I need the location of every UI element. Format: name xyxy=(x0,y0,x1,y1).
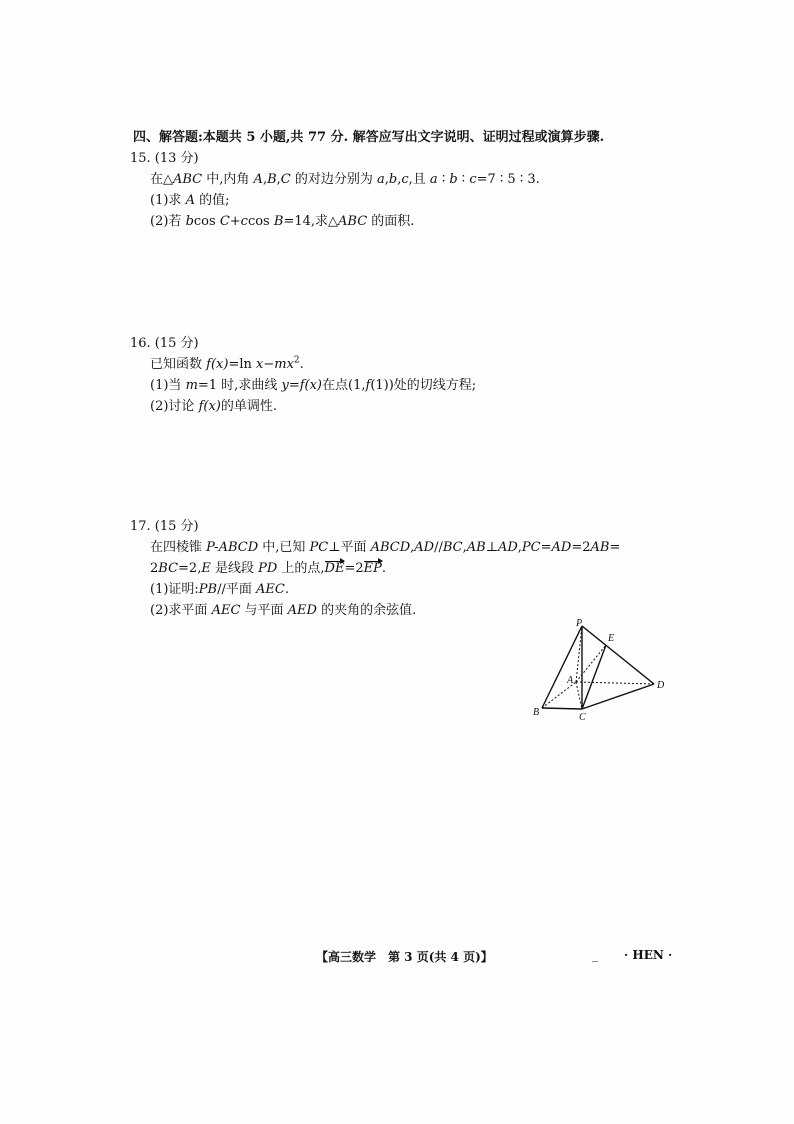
edge-ac xyxy=(576,682,582,709)
math: f xyxy=(206,357,211,372)
vector-de: DE xyxy=(324,561,345,576)
text: , xyxy=(397,172,402,187)
label-d: D xyxy=(657,680,665,691)
label-c: C xyxy=(579,712,586,723)
q17-line2 xyxy=(150,560,386,578)
edge-ad xyxy=(576,682,654,684)
text: 上的点, xyxy=(277,561,325,576)
text: 在△ xyxy=(150,172,173,187)
label-e: E xyxy=(608,633,615,644)
text: 的面积. xyxy=(367,214,415,229)
text: = xyxy=(540,540,552,555)
text: // xyxy=(434,540,443,555)
text: = xyxy=(609,540,621,555)
q16-part2 xyxy=(150,398,277,416)
text: 在点(1, xyxy=(322,378,366,393)
math: ABC xyxy=(173,172,203,187)
text: 中,已知 xyxy=(258,540,310,555)
math: PD xyxy=(258,561,278,576)
math: a xyxy=(377,172,385,187)
math: c xyxy=(469,172,477,187)
math: AD xyxy=(551,540,572,555)
text: ∶ xyxy=(457,172,470,187)
edge-pb xyxy=(542,626,582,708)
math: (x) xyxy=(203,399,221,414)
q17-part2 xyxy=(150,602,416,620)
math: PB xyxy=(198,582,218,597)
text: − xyxy=(263,357,275,372)
text: 与平面 xyxy=(240,603,288,618)
text: , xyxy=(262,172,268,187)
pyramid-figure xyxy=(526,616,676,726)
footer-title: 【高三数学 第 3 页(共 4 页)】 xyxy=(316,950,493,964)
text: 2 xyxy=(150,561,159,576)
text: =7 ∶ 5 ∶ 3. xyxy=(476,172,540,187)
edge-bc xyxy=(542,708,582,709)
label-a: A xyxy=(567,675,574,686)
footer-dash: _ xyxy=(592,948,598,962)
math: C xyxy=(280,172,291,187)
edge-pd xyxy=(582,626,654,684)
text: , xyxy=(384,172,389,187)
q16-stem xyxy=(150,356,304,374)
text: 的值; xyxy=(194,193,230,208)
q15-part2 xyxy=(150,213,414,231)
edge-ec xyxy=(582,645,606,709)
text: . xyxy=(381,561,387,576)
text: 是线段 xyxy=(210,561,259,576)
math: AD xyxy=(414,540,435,555)
text: (1))处的切线方程; xyxy=(370,378,477,393)
text: =14,求△ xyxy=(283,214,339,229)
text: (1)当 xyxy=(150,378,186,393)
math: E xyxy=(201,561,211,576)
math: AB xyxy=(590,540,610,555)
q15-stem xyxy=(150,171,540,189)
math: AB xyxy=(466,540,486,555)
math: A xyxy=(253,172,263,187)
text: 已知函数 xyxy=(150,357,207,372)
math: BC xyxy=(158,561,179,576)
text: . xyxy=(299,357,304,372)
math: B xyxy=(273,214,284,229)
edge-ae xyxy=(576,645,606,682)
text: , xyxy=(276,172,281,187)
math: AED xyxy=(287,603,317,618)
math: C xyxy=(219,214,230,229)
text: (2)讨论 xyxy=(150,399,199,414)
q15-number: 15. (13 分) xyxy=(130,151,199,166)
math: c xyxy=(401,172,409,187)
text: (2)若 xyxy=(150,214,186,229)
math: B xyxy=(267,172,277,187)
text: 的夹角的余弦值. xyxy=(316,603,417,618)
text: =2 xyxy=(571,540,591,555)
text: ,且 xyxy=(408,172,430,187)
text: (1)证明: xyxy=(150,582,199,597)
text: ∶ xyxy=(437,172,450,187)
text: cos xyxy=(247,214,274,229)
math: mx xyxy=(274,357,294,372)
math: a xyxy=(429,172,438,187)
text: =2, xyxy=(178,561,202,576)
math: AEC xyxy=(256,582,285,597)
text: , xyxy=(410,540,415,555)
math: x xyxy=(256,357,264,372)
text: (2)求平面 xyxy=(150,603,212,618)
math: PC xyxy=(309,540,329,555)
math: f xyxy=(365,378,371,393)
math: f xyxy=(299,378,305,393)
q17-number: 17. (15 分) xyxy=(130,519,199,534)
text: = xyxy=(288,378,300,393)
text: ⊥ xyxy=(485,540,498,555)
text: + xyxy=(229,214,241,229)
math: AEC xyxy=(211,603,241,618)
section-heading: 四、解答题:本题共 5 小题,共 77 分. 解答应写出文字说明、证明过程或演算步骤. xyxy=(133,130,605,145)
text: 的对边分别为 xyxy=(290,172,377,187)
math: f xyxy=(198,399,204,414)
math: ABC xyxy=(338,214,368,229)
text: =1 时,求曲线 xyxy=(197,378,282,393)
vector-ep: EP xyxy=(363,561,382,576)
math: y xyxy=(281,378,289,393)
math: m xyxy=(185,378,198,393)
q16-part1 xyxy=(150,377,476,395)
text: . xyxy=(284,582,289,597)
math: ABCD xyxy=(370,540,411,555)
q16-number: 16. (15 分) xyxy=(130,336,199,351)
label-b: B xyxy=(533,707,540,718)
math: (x) xyxy=(304,378,323,393)
math: b xyxy=(388,172,398,187)
text: =ln xyxy=(228,357,256,372)
math: PC xyxy=(521,540,541,555)
exponent: 2 xyxy=(293,355,300,366)
text: (1)求 xyxy=(150,193,186,208)
text: , xyxy=(462,540,467,555)
math: A xyxy=(185,193,195,208)
text: ⊥平面 xyxy=(328,540,371,555)
text: =2 xyxy=(344,561,364,576)
q17-part1 xyxy=(150,581,289,599)
footer-code: · HEN · xyxy=(624,948,673,962)
text: 的单调性. xyxy=(220,399,277,414)
math: c xyxy=(240,214,248,229)
q17-line1 xyxy=(150,539,620,557)
math: (x) xyxy=(210,357,229,372)
label-p: P xyxy=(576,618,583,629)
text: //平面 xyxy=(217,582,257,597)
math: AD xyxy=(497,540,518,555)
edge-ap xyxy=(576,626,582,682)
math: BC xyxy=(442,540,463,555)
text: 中,内角 xyxy=(202,172,254,187)
math: P-ABCD xyxy=(206,540,259,555)
text: cos xyxy=(193,214,220,229)
q15-part1 xyxy=(150,192,229,210)
edge-cd xyxy=(582,684,654,709)
math: b xyxy=(449,172,458,187)
text: 在四棱锥 xyxy=(150,540,207,555)
text: , xyxy=(517,540,522,555)
math: b xyxy=(185,214,194,229)
